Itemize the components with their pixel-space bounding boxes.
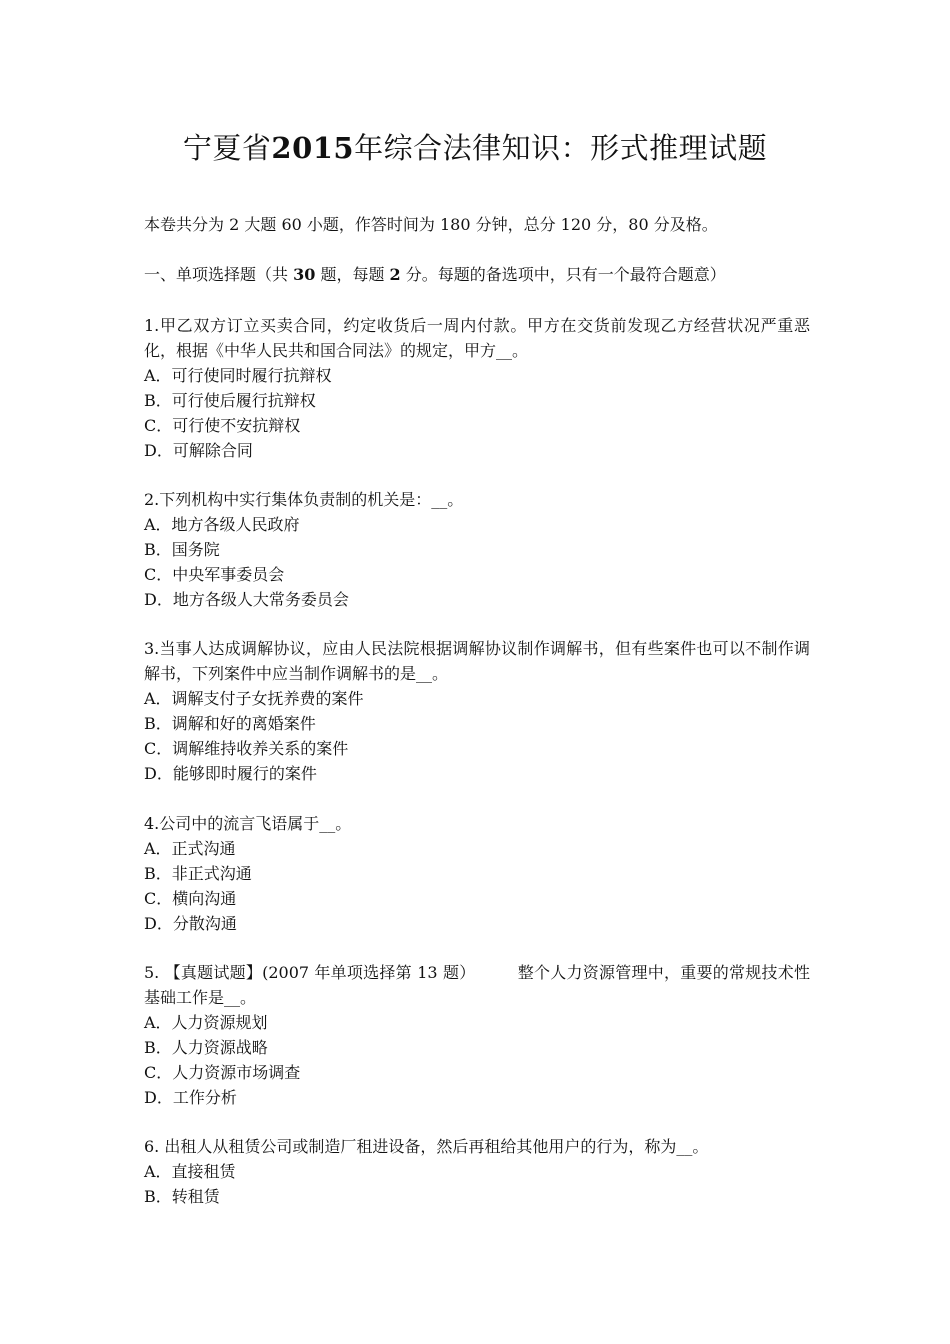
- title-prefix: 宁夏省: [182, 131, 272, 165]
- section-suffix: 分。每题的备选项中，只有一个最符合题意）: [400, 265, 726, 284]
- question-stem: 1.甲乙双方订立买卖合同，约定收货后一周内付款。甲方在交货前发现乙方经营状况严重恶化，根据《中华人民共和国合同法》的规定，甲方__。: [144, 316, 810, 360]
- section-points: 2: [389, 265, 401, 284]
- option-c: C．中央军事委员会: [144, 565, 285, 584]
- title-year: 2015: [271, 131, 355, 165]
- option-d: D．能够即时履行的案件: [144, 764, 317, 783]
- option-a: A．正式沟通: [144, 839, 236, 858]
- option-d: D．地方各级人大常务委员会: [144, 590, 349, 609]
- question-3: [144, 636, 810, 786]
- question-1: [144, 313, 810, 463]
- section-mid: 题，每题: [315, 265, 390, 284]
- document-title: [0, 128, 950, 168]
- option-d: D．分散沟通: [144, 914, 237, 933]
- option-c: C．调解维持收养关系的案件: [144, 739, 349, 758]
- option-d: D．工作分析: [144, 1088, 237, 1107]
- option-b: B．国务院: [144, 540, 220, 559]
- question-6: [144, 1134, 810, 1209]
- question-stem: 6. 出租人从租赁公司或制造厂租进设备，然后再租给其他用户的行为，称为__。: [144, 1137, 709, 1156]
- question-stem-text: 整个人力资源管理中，重要的常规技术性基础工作是__。: [144, 963, 810, 1007]
- option-d: D．可解除合同: [144, 441, 253, 460]
- option-a: A．人力资源规划: [144, 1013, 268, 1032]
- option-a: A．地方各级人民政府: [144, 515, 300, 534]
- option-b: B．非正式沟通: [144, 864, 252, 883]
- question-2: [144, 487, 810, 612]
- section-prefix: 一、单项选择题（共: [144, 265, 294, 284]
- question-stem: 3.当事人达成调解协议，应由人民法院根据调解协议制作调解书，但有些案件也可以不制作调解书，下列案件中应当制作调解书的是__。: [144, 639, 810, 683]
- exam-intro: 本卷共分为 2 大题 60 小题，作答时间为 180 分钟，总分 120 分，80 分及格。: [144, 215, 718, 234]
- option-b: B．转租赁: [144, 1187, 220, 1206]
- section-count: 30: [293, 265, 316, 284]
- question-4: [144, 811, 810, 936]
- question-5: [144, 960, 810, 1110]
- option-a: A．可行使同时履行抗辩权: [144, 366, 332, 385]
- option-b: B．可行使后履行抗辩权: [144, 391, 316, 410]
- question-stem: 4.公司中的流言飞语属于__。: [144, 814, 352, 833]
- option-a: A．调解支付子女抚养费的案件: [144, 689, 364, 708]
- option-c: C．人力资源市场调查: [144, 1063, 301, 1082]
- option-c: C．横向沟通: [144, 889, 237, 908]
- option-a: A．直接租赁: [144, 1162, 236, 1181]
- title-suffix: 年综合法律知识：形式推理试题: [354, 131, 768, 165]
- option-b: B．调解和好的离婚案件: [144, 714, 316, 733]
- option-c: C．可行使不安抗辩权: [144, 416, 301, 435]
- option-b: B．人力资源战略: [144, 1038, 268, 1057]
- question-stem: [144, 960, 810, 1010]
- question-stem-source: 5. 【真题试题】(2007 年单项选择第 13 题）: [144, 963, 476, 982]
- question-stem: 2.下列机构中实行集体负责制的机关是：__。: [144, 490, 464, 509]
- section-heading: [144, 262, 810, 287]
